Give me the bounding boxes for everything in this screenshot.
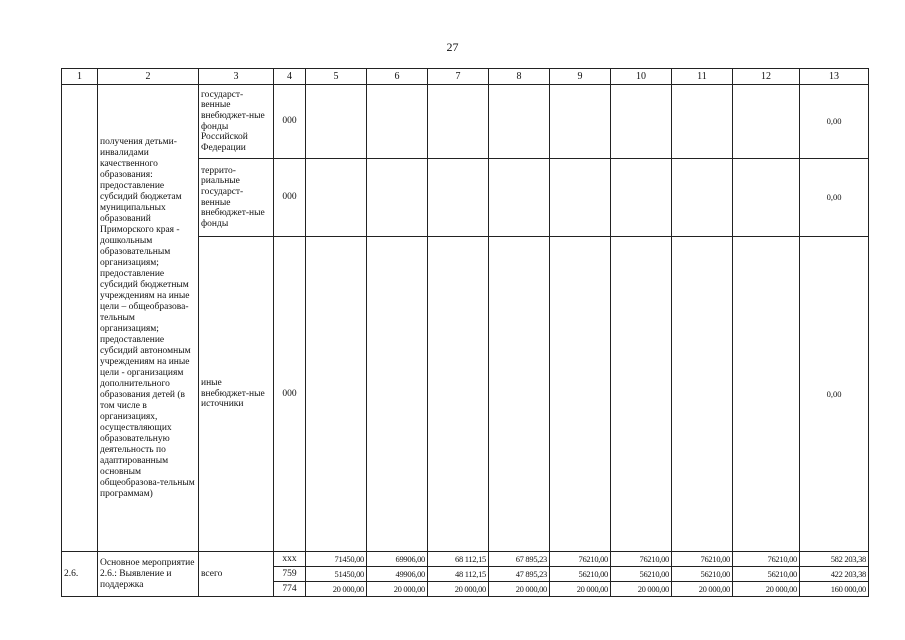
column-header: 6 [367,69,428,85]
total-cell: 0,00 [800,237,869,552]
value-cell: 20 000,00 [306,582,367,597]
value-cell [550,85,611,159]
column-header: 3 [199,69,274,85]
table-row [62,85,869,159]
value-cell [611,85,672,159]
column-header: 10 [611,69,672,85]
value-cell [367,237,428,552]
funding-source-cell: государст-венные внебюджет-ные фонды Российской Федерации [199,85,274,159]
description-cell: получения детьми-инвалидами качественного образования: предоставление субсидий бюджетам муниципальных образований Приморского края - дошкольным образовательным организациям; предоставление субсидий бюджетным учреждениям на иные цели – общеобразова-тельным организациям; предоставление субсидий автономным учреждениям на иные цели - организациям дополнительного образования детей (в том числе в организациях, осуществляющих образовательную деятельность по адаптированным основным общеобразова-тельным программам) [98,85,199,552]
total-cell: 0,00 [800,159,869,237]
value-cell [489,85,550,159]
value-cell: 20 000,00 [611,582,672,597]
value-cell [672,85,733,159]
column-header: 13 [800,69,869,85]
value-cell [611,159,672,237]
value-cell [672,237,733,552]
value-cell: 48 112,15 [428,567,489,582]
code-cell: 000 [274,237,306,552]
table-row [62,552,869,567]
funding-source-cell: всего [199,552,274,597]
value-cell [367,159,428,237]
value-cell: 76210,00 [611,552,672,567]
column-header: 12 [733,69,800,85]
value-cell: 20 000,00 [733,582,800,597]
value-cell: 47 895,23 [489,567,550,582]
value-cell [489,237,550,552]
code-cell: 000 [274,85,306,159]
value-cell: 68 112,15 [428,552,489,567]
value-cell [489,159,550,237]
value-cell: 51450,00 [306,567,367,582]
value-cell: 20 000,00 [367,582,428,597]
code-cell: 774 [274,582,306,597]
value-cell [550,237,611,552]
column-header: 5 [306,69,367,85]
value-cell [611,237,672,552]
value-cell: 56210,00 [611,567,672,582]
code-cell: ххх [274,552,306,567]
value-cell [428,159,489,237]
value-cell [428,85,489,159]
value-cell: 76210,00 [672,552,733,567]
value-cell [306,237,367,552]
column-header: 11 [672,69,733,85]
value-cell [367,85,428,159]
funding-source-cell: иные внебюджет-ные источники [199,237,274,552]
budget-table [61,68,869,597]
total-cell: 0,00 [800,85,869,159]
value-cell: 56210,00 [672,567,733,582]
page-number: 27 [446,40,459,54]
index-cell [62,85,98,552]
value-cell: 20 000,00 [489,582,550,597]
description-cell: Основное мероприятие 2.6.: Выявление и поддержка [98,552,199,597]
value-cell: 76210,00 [733,552,800,567]
value-cell: 49906,00 [367,567,428,582]
code-cell: 000 [274,159,306,237]
value-cell [733,85,800,159]
value-cell: 56210,00 [550,567,611,582]
value-cell [733,237,800,552]
value-cell [672,159,733,237]
value-cell: 76210,00 [550,552,611,567]
value-cell: 20 000,00 [672,582,733,597]
column-header: 8 [489,69,550,85]
value-cell: 67 895,23 [489,552,550,567]
index-cell: 2.6. [62,552,98,597]
column-header: 4 [274,69,306,85]
value-cell [550,159,611,237]
total-cell: 582 203,38 [800,552,869,567]
value-cell [733,159,800,237]
code-cell: 759 [274,567,306,582]
value-cell: 69906,00 [367,552,428,567]
value-cell [306,85,367,159]
total-cell: 160 000,00 [800,582,869,597]
value-cell [428,237,489,552]
total-cell: 422 203,38 [800,567,869,582]
column-header: 7 [428,69,489,85]
column-header: 9 [550,69,611,85]
value-cell: 71450,00 [306,552,367,567]
value-cell [306,159,367,237]
column-header: 1 [62,69,98,85]
header-row [62,69,869,85]
funding-source-cell: террито-риальные государст-венные внебюджет-ные фонды [199,159,274,237]
value-cell: 20 000,00 [428,582,489,597]
column-header: 2 [98,69,199,85]
value-cell: 56210,00 [733,567,800,582]
value-cell: 20 000,00 [550,582,611,597]
